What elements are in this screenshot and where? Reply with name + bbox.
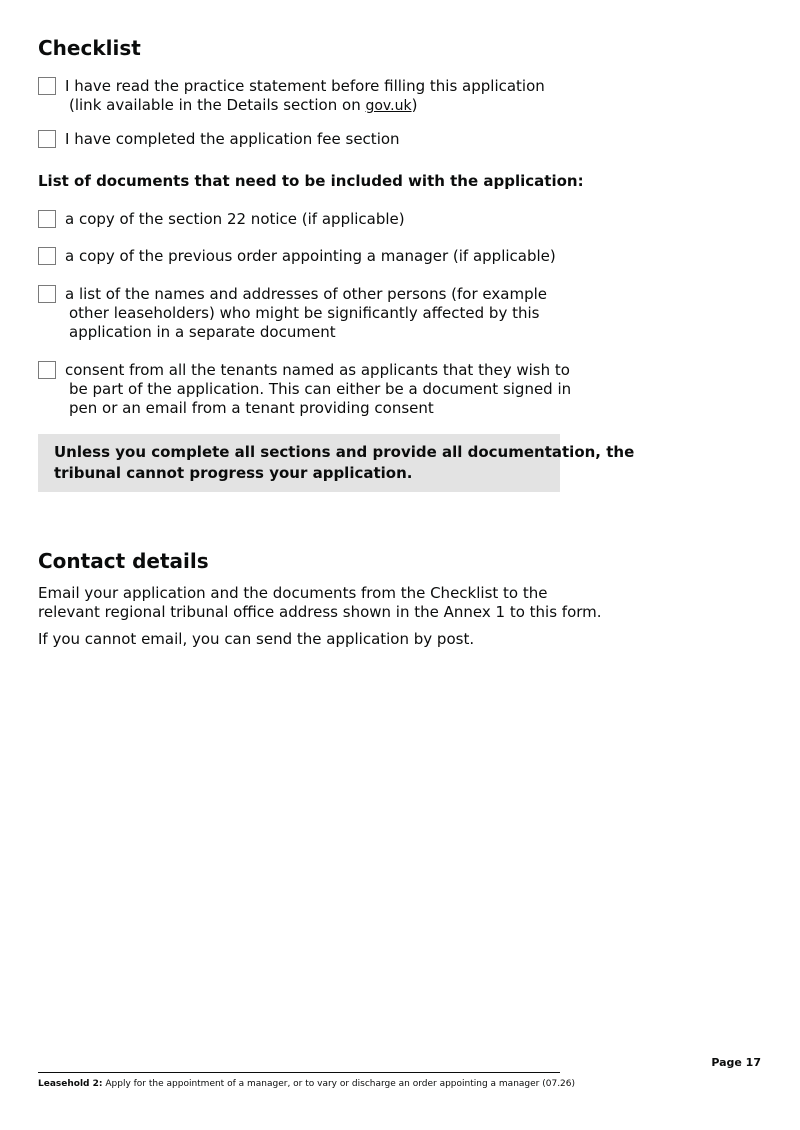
link-suffix-text: ) [411, 96, 418, 114]
document-item-section-22-notice [38, 210, 558, 230]
document-item-label [65, 247, 565, 266]
application-fee-checkbox[interactable] [38, 130, 56, 148]
document-item-label [65, 210, 565, 229]
document-item-line: consent from all the tenants named as applicants that they wish to [65, 361, 570, 379]
gov-uk-link[interactable]: gov.uk [365, 98, 412, 114]
completion-notice [38, 434, 635, 492]
contact-details-heading: Contact details [38, 549, 209, 573]
document-item-other-persons-list [38, 285, 558, 345]
checklist-item-line: I have read the practice statement before filling this application [65, 77, 545, 95]
checklist-item-line [65, 96, 565, 116]
checklist-item-application-fee [38, 130, 558, 150]
document-item-previous-order [38, 247, 558, 267]
contact-post-paragraph [38, 630, 474, 649]
paragraph-line: Email your application and the documents from the Checklist to the [38, 584, 548, 602]
checklist-item-practice-statement [38, 77, 558, 117]
document-item-tenant-consent [38, 361, 572, 421]
footer-divider [38, 1072, 560, 1073]
document-item-line: application in a separate document [69, 323, 336, 341]
link-prefix-text: (link available in the Details section on [69, 96, 366, 114]
notice-emphasis: cannot [126, 464, 185, 482]
tenant-consent-checkbox[interactable] [38, 361, 56, 379]
checklist-item-line: I have completed the application fee section [65, 130, 400, 148]
notice-text: progress your application. [184, 464, 413, 482]
page-number: Page 17 [711, 1056, 761, 1069]
paragraph-line: If you cannot email, you can send the application by post. [38, 630, 475, 648]
contact-email-paragraph [38, 584, 602, 622]
document-item-line: pen or an email from a tenant providing consent [69, 399, 434, 417]
form-code: Leasehold 2: [38, 1079, 103, 1089]
checklist-item-label [65, 77, 565, 116]
document-item-label [65, 285, 565, 342]
form-title: Apply for the appointment of a manager, or to vary or discharge an order appointing a manager (07.26) [102, 1079, 576, 1089]
section-22-notice-checkbox[interactable] [38, 210, 56, 228]
document-item-line: other leaseholders) who might be significantly affected by this [69, 304, 540, 322]
previous-order-checkbox[interactable] [38, 247, 56, 265]
document-item-line: be part of the application. This can either be a document signed in [69, 380, 572, 398]
checklist-heading: Checklist [38, 36, 141, 60]
notice-text: tribunal [54, 464, 127, 482]
document-item-line: a copy of the previous order appointing a manager (if applicable) [65, 247, 556, 265]
checklist-item-label [65, 130, 565, 149]
notice-line: Unless you complete all sections and provide all documentation, the [54, 443, 635, 461]
document-item-line: a list of the names and addresses of other persons (for example [65, 285, 547, 303]
practice-statement-checkbox[interactable] [38, 77, 56, 95]
other-persons-list-checkbox[interactable] [38, 285, 56, 303]
form-footer [38, 1078, 575, 1090]
documents-heading: List of documents that need to be included with the application: [38, 172, 584, 190]
notice-line [54, 463, 554, 484]
document-item-label [65, 361, 572, 418]
paragraph-line: relevant regional tribunal office address shown in the Annex 1 to this form. [38, 603, 602, 621]
document-item-line: a copy of the section 22 notice (if applicable) [65, 210, 405, 228]
